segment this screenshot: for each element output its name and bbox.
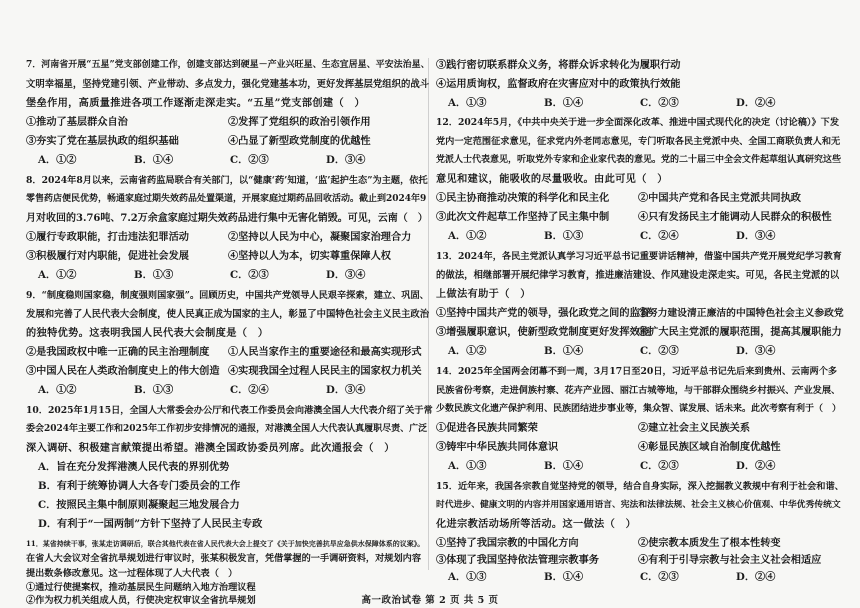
q13-stem-line: 上做法有助于（ ） bbox=[436, 288, 531, 300]
q14-option: ③铸牢中华民族共同体意识 bbox=[436, 441, 559, 453]
q14-answer-choice: A．①③ bbox=[448, 460, 487, 472]
q13-stem-line: 13．2024年，各民主党派认真学习习近平总书记重要讲话精神，借鉴中国共产党开展党纪学习教育 bbox=[436, 251, 842, 262]
q12-answer-choice: A．①② bbox=[448, 230, 487, 242]
q15-stem-line: 15．近年来，我国各宗教自觉坚持党的领导，结合自身实际，深入挖掘教义教规中有利于社会和谐、 bbox=[436, 481, 844, 492]
q14-stem-line: 少数民族文化遗产保护利用、民族团结进步事业等，集众智、谋发展、话未来。此次考察有利于（ ） bbox=[436, 404, 842, 414]
q13-option: ④扩大民主党派的履职范围，提高其履职能力 bbox=[638, 326, 842, 338]
q14-option: ②建立社会主义民族关系 bbox=[638, 422, 751, 434]
q9-answer-choice: C．②④ bbox=[230, 384, 269, 396]
page-footer: 高一政治试卷 第 2 页 共 5 页 bbox=[361, 595, 499, 606]
q12-option: ②中国共产党和各民主党派共同执政 bbox=[638, 192, 801, 204]
q15-answer-choice: D．②④ bbox=[736, 571, 776, 583]
q9-stem-line: 发展和完善了人民代表大会制度，使人民真正成为国家的主人，彰显了中国特色社会主义民主政治 bbox=[26, 309, 430, 320]
q10-option: D．有利于“一国两制”方针下坚持了人民民主专政 bbox=[38, 518, 263, 530]
q12-option: ③此次文件起草工作坚持了民主集中制 bbox=[436, 211, 610, 223]
q11-option: ②作为权力机关组成人员，行使决定权审议全省抗旱规划 bbox=[26, 595, 256, 606]
q14-answer-choice: D．②④ bbox=[736, 460, 776, 472]
q13-answer-choice: D．③④ bbox=[736, 345, 776, 357]
q15-answer-choice: C．②③ bbox=[640, 571, 679, 583]
q9-stem-line: 的独特优势。这表明我国人民代表大会制度是（ ） bbox=[26, 327, 269, 339]
q14-option: ①促进各民族共同繁荣 bbox=[436, 422, 538, 434]
q8-option: ④坚持以人为本，切实尊重保障人权 bbox=[228, 250, 391, 262]
q13-answer-choice: C．②③ bbox=[640, 345, 679, 357]
q7-stem-line: 堡垒作用，高质量推进各项工作逐渐走深走实。“五星”党支部创建（ ） bbox=[26, 97, 366, 109]
q8-answer-choice: D．③④ bbox=[326, 269, 366, 281]
q15-option: ④有利于引导宗教与社会主义社会相适应 bbox=[638, 554, 822, 566]
q13-stem-line: 的做法，相继部署开展纪律学习教育，推进廉洁建设、作风建设走深走实。可见，各民主党派的以 bbox=[436, 270, 840, 281]
q12-answer-choice: D．③④ bbox=[736, 230, 776, 242]
q13-option: ②努力建设清正廉洁的中国特色社会主义参政党 bbox=[638, 308, 844, 319]
q10-stem-line: 委会2024年主要工作和2025年工作初步安排情况的通报，对港澳全国人大代表认真履职尽责、广泛 bbox=[26, 424, 428, 434]
q11-stem-line: 提出数条修改意见。这一过程体现了人大代表（ ） bbox=[26, 568, 238, 579]
q14-stem-line: 民族省份考察，走进侗族村寨、花卉产业园、丽江古城等地，与干部群众围绕乡村振兴、产业发展、 bbox=[436, 385, 841, 396]
q12-stem-line: 意见和建议，能吸收的尽量吸收。由此可见（ ） bbox=[436, 173, 668, 185]
q15-answer-choice: A．①③ bbox=[448, 571, 487, 583]
q14-option: ④彰显民族区域自治制度优越性 bbox=[638, 441, 781, 453]
q15-stem-line: 时代进步、健康文明的内容并用国家通用语言、宪法和法律法规、社会主义核心价值观、中华优秀传统文 bbox=[436, 500, 841, 510]
q11-option: ④运用质询权，监督政府在灾害应对中的政策执行效能 bbox=[436, 78, 681, 90]
q12-stem-line: 党派人士代表意见，听取党外专家和企业家代表的意见。党的二十届三中全会文件起草组认真研究这些 bbox=[436, 155, 842, 165]
q11-answer-choice: A．①③ bbox=[448, 97, 487, 109]
q12-option: ①民主协商推动决策的科学化和民主化 bbox=[436, 192, 610, 204]
q12-answer-choice: C．②④ bbox=[640, 230, 679, 242]
q15-option: ①坚持了我国宗教的中国化方向 bbox=[436, 537, 579, 549]
q8-stem-line: 零售药店便民优势，畅通家庭过期失效药品处置渠道，开展家庭过期药品回收活动。截止到2024年9 bbox=[26, 194, 427, 204]
q7-answer-choice: B．①④ bbox=[134, 154, 174, 166]
q9-stem-line: 9．“制度稳则国家稳，制度强则国家强”。回顾历史，中国共产党领导人民艰辛探索，建立、巩固、 bbox=[26, 290, 429, 301]
q10-stem-line: 深入调研、积极建言献策提出希望。港澳全国政协委员列席。此次通报会（ ） bbox=[26, 442, 395, 454]
q13-answer-choice: A．①② bbox=[448, 345, 487, 357]
q9-option: ②是我国政权中唯一正确的民主治理制度 bbox=[26, 346, 210, 358]
q8-answer-choice: B．①③ bbox=[134, 269, 174, 281]
q14-answer-choice: B．①④ bbox=[544, 460, 584, 472]
q9-option: ①人民当家作主的重要途径和最高实现形式 bbox=[228, 346, 422, 358]
q9-option: ③中国人民在人类政治制度史上的伟大创造 bbox=[26, 365, 220, 377]
q13-option: ③增强履职意识，使新型政党制度更好发挥效能 bbox=[436, 326, 650, 338]
q8-option: ③积极履行对内职能，促进社会发展 bbox=[26, 250, 189, 262]
q12-stem-line: 12．2024年5月，《中共中央关于进一步全面深化改革、推进中国式现代化的决定（讨论稿）》下发 bbox=[436, 117, 840, 128]
q11-answer-choice: D．②④ bbox=[736, 97, 776, 109]
q11-stem-line: 11．某省持续干事，张某走访调研后，联合其他代表在省人民代表大会上提交了《关于加快完善抗旱应急供水保障体系的议案》。 bbox=[26, 539, 425, 548]
q9-answer-choice: A．①② bbox=[38, 384, 77, 396]
q8-stem-line: 8．2024年8月以来，云南省药监局联合有关部门，以“健康‘药’知道，‘监’起护生态”为主题，依托 bbox=[26, 175, 428, 186]
q7-answer-choice: D．③④ bbox=[326, 154, 366, 166]
q11-answer-choice: B．①④ bbox=[544, 97, 584, 109]
q7-stem-line: 7．河南省开展“五星”党支部创建工作，创建支部达到硬星－产业兴旺星、生态宜居星、平安法治星、 bbox=[26, 60, 430, 70]
q9-option: ④实现我国全过程人民民主的国家权力机关 bbox=[228, 365, 422, 377]
q15-option: ②使宗教本质发生了根本性转变 bbox=[638, 537, 781, 549]
q7-stem-line: 文明幸福星，坚持党建引领、产业带动、多点发力，强化党建基本功，更好发挥基层党组织的战斗 bbox=[26, 79, 430, 90]
q15-option: ③体现了我国坚持依法管理宗教事务 bbox=[436, 554, 599, 566]
q10-option: B．有利于统筹协调人大各专门委员会的工作 bbox=[38, 480, 241, 492]
q10-stem-line: 10．2025年1月15日，全国人大常委会办公厅和代表工作委员会向港澳全国人大代表介绍了关于常 bbox=[26, 405, 433, 416]
q14-stem-line: 14．2025年全国两会闭幕不到一周，3月17日至20日，习近平总书记先后来到贵州、云南两个多 bbox=[436, 366, 838, 377]
q7-option: ①推动了基层群众自治 bbox=[26, 116, 128, 128]
q7-option: ④凸显了新型政党制度的优越性 bbox=[228, 135, 371, 147]
q11-answer-choice: C．②③ bbox=[640, 97, 679, 109]
q8-answer-choice: A．①② bbox=[38, 269, 77, 281]
q9-answer-choice: B．①③ bbox=[134, 384, 174, 396]
q8-option: ②坚持以人民为中心，凝聚国家治理合力 bbox=[228, 231, 412, 243]
q8-answer-choice: C．②③ bbox=[230, 269, 269, 281]
q8-stem-line: 月对收回的3.76吨、7.2万余盒家庭过期失效药品进行集中无害化销毁。可见，云南（ ） bbox=[26, 213, 428, 224]
q7-option: ③夯实了党在基层执政的组织基础 bbox=[26, 135, 179, 147]
q7-option: ②发挥了党组织的政治引领作用 bbox=[228, 116, 371, 128]
q12-answer-choice: B．①③ bbox=[544, 230, 584, 242]
q13-answer-choice: B．①④ bbox=[544, 345, 584, 357]
q11-option: ①通过行使提案权，推动基层民生问题纳入地方治理议程 bbox=[26, 582, 256, 593]
q11-option: ③践行密切联系群众义务，将群众诉求转化为履职行动 bbox=[436, 59, 681, 71]
q10-option: C．按照民主集中制原则凝聚起三地发展合力 bbox=[38, 499, 240, 511]
q13-option: ①坚持中国共产党的领导，强化政党之间的监督 bbox=[436, 307, 650, 319]
q12-option: ④只有发扬民主才能调动人民群众的积极性 bbox=[638, 211, 832, 223]
q8-option: ①履行专政职能，打击违法犯罪活动 bbox=[26, 231, 189, 243]
q11-stem-line: 在省人大会议对全省抗旱规划进行审议时，张某积极发言，凭借掌握的一手调研资料，对规划内容 bbox=[26, 553, 422, 564]
q12-stem-line: 党内一定范围征求意见，征求党内外老同志意见，专门听取各民主党派中央、全国工商联负责人和无 bbox=[436, 136, 841, 147]
q15-stem-line: 化进宗教活动场所等活动。这一做法（ ） bbox=[436, 518, 637, 530]
q9-answer-choice: D．③④ bbox=[326, 384, 366, 396]
q14-answer-choice: C．②③ bbox=[640, 460, 679, 472]
q7-answer-choice: C．②③ bbox=[230, 154, 269, 166]
q15-answer-choice: B．①④ bbox=[544, 571, 584, 583]
q10-option: A．旨在充分发挥港澳人民代表的界别优势 bbox=[38, 461, 230, 473]
q7-answer-choice: A．①② bbox=[38, 154, 77, 166]
